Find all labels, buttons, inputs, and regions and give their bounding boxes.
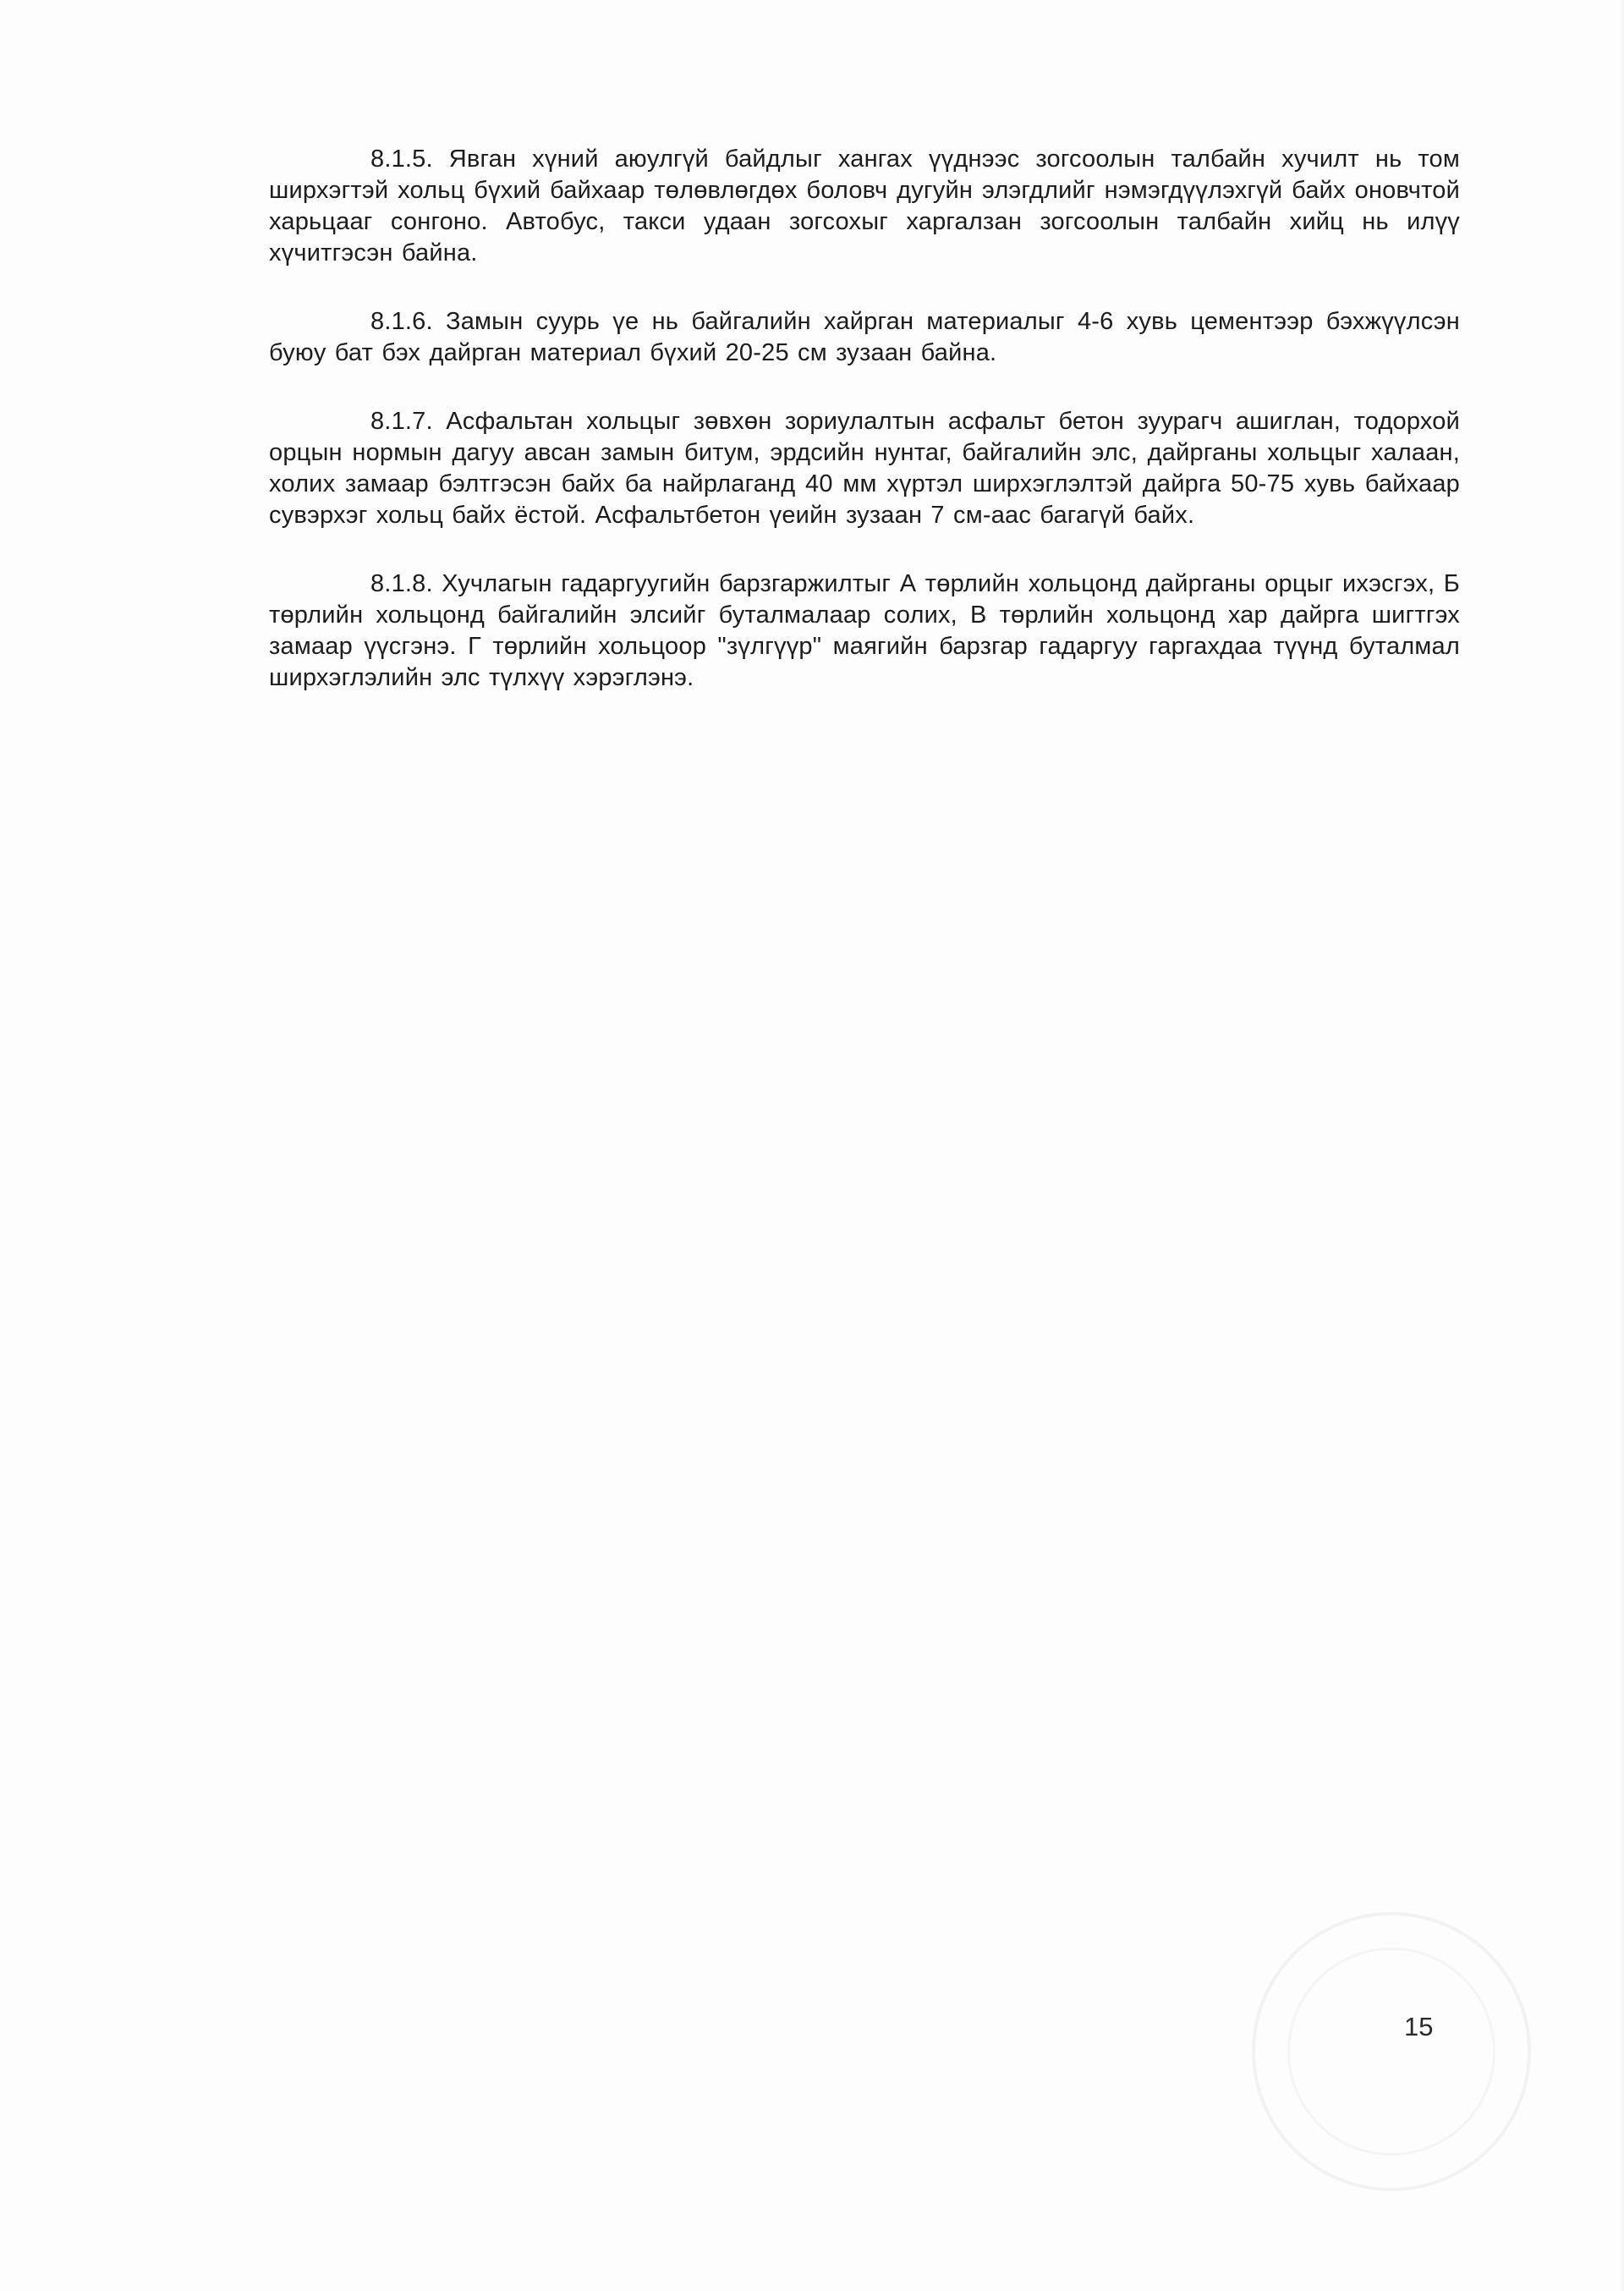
- paragraph-8-1-6: 8.1.6. Замын суурь үе нь байгалийн хайрган материалыг 4-6 хувь цементээр бэхжүүлсэн буюу бат бэх дайрган материал бүхий 20-25 см зузаан байна.: [269, 308, 1460, 366]
- faint-seal-stamp-icon: [1252, 1912, 1531, 2191]
- paragraph-8-1-7: 8.1.7. Асфальтан хольцыг зөвхөн зориулалтын асфальт бетон зуурагч ашиглан, тодорхой орцын нормын дагуу авсан замын битум, эрдсийн нунтаг, байгалийн элс, дайрганы хольцыг халаан, холих замаар бэлтгэсэн байх ба найрлаганд 40 мм хүртэл ширхэглэлтэй дайрга 50-75 хувь байхаар сувэрхэг хольц байх ёстой. Асфальтбетон үеийн зузаан 7 см-аас багагүй байх.: [269, 408, 1460, 529]
- page-number: 15: [1404, 2012, 1434, 2041]
- seal-inner-ring: [1287, 1948, 1495, 2156]
- paragraph-8-1-8: 8.1.8. Хучлагын гадаргуугийн барзгаржилтыг А төрлийн хольцонд дайрганы орцыг ихэсгэх, Б төрлийн хольцонд байгалийн элсийг буталмалаар солих, В төрлийн хольцонд хар дайрга шигтгэх замаар үүсгэнэ. Г төрлийн хольцоор "зүлгүүр" маягийн барзгар гадаргуу гаргахдаа түүнд буталмал ширхэглэлийн элс түлхүү хэрэглэнэ.: [269, 570, 1460, 691]
- scan-edge-shadow: [1619, 0, 1624, 2291]
- paragraph-8-1-5: 8.1.5. Явган хүний аюулгүй байдлыг хангах үүднээс зогсоолын талбайн хучилт нь том ширхэгтэй хольц бүхий байхаар төлөвлөгдөх боловч дугуйн элэгдлийг нэмэгдүүлэхгүй байх оновчтой харьцааг сонгоно. Автобус, такси удаан зогсохыг харгалзан зогсоолын талбайн хийц нь илүү хүчитгэсэн байна.: [269, 146, 1460, 266]
- document-body: [269, 144, 1460, 731]
